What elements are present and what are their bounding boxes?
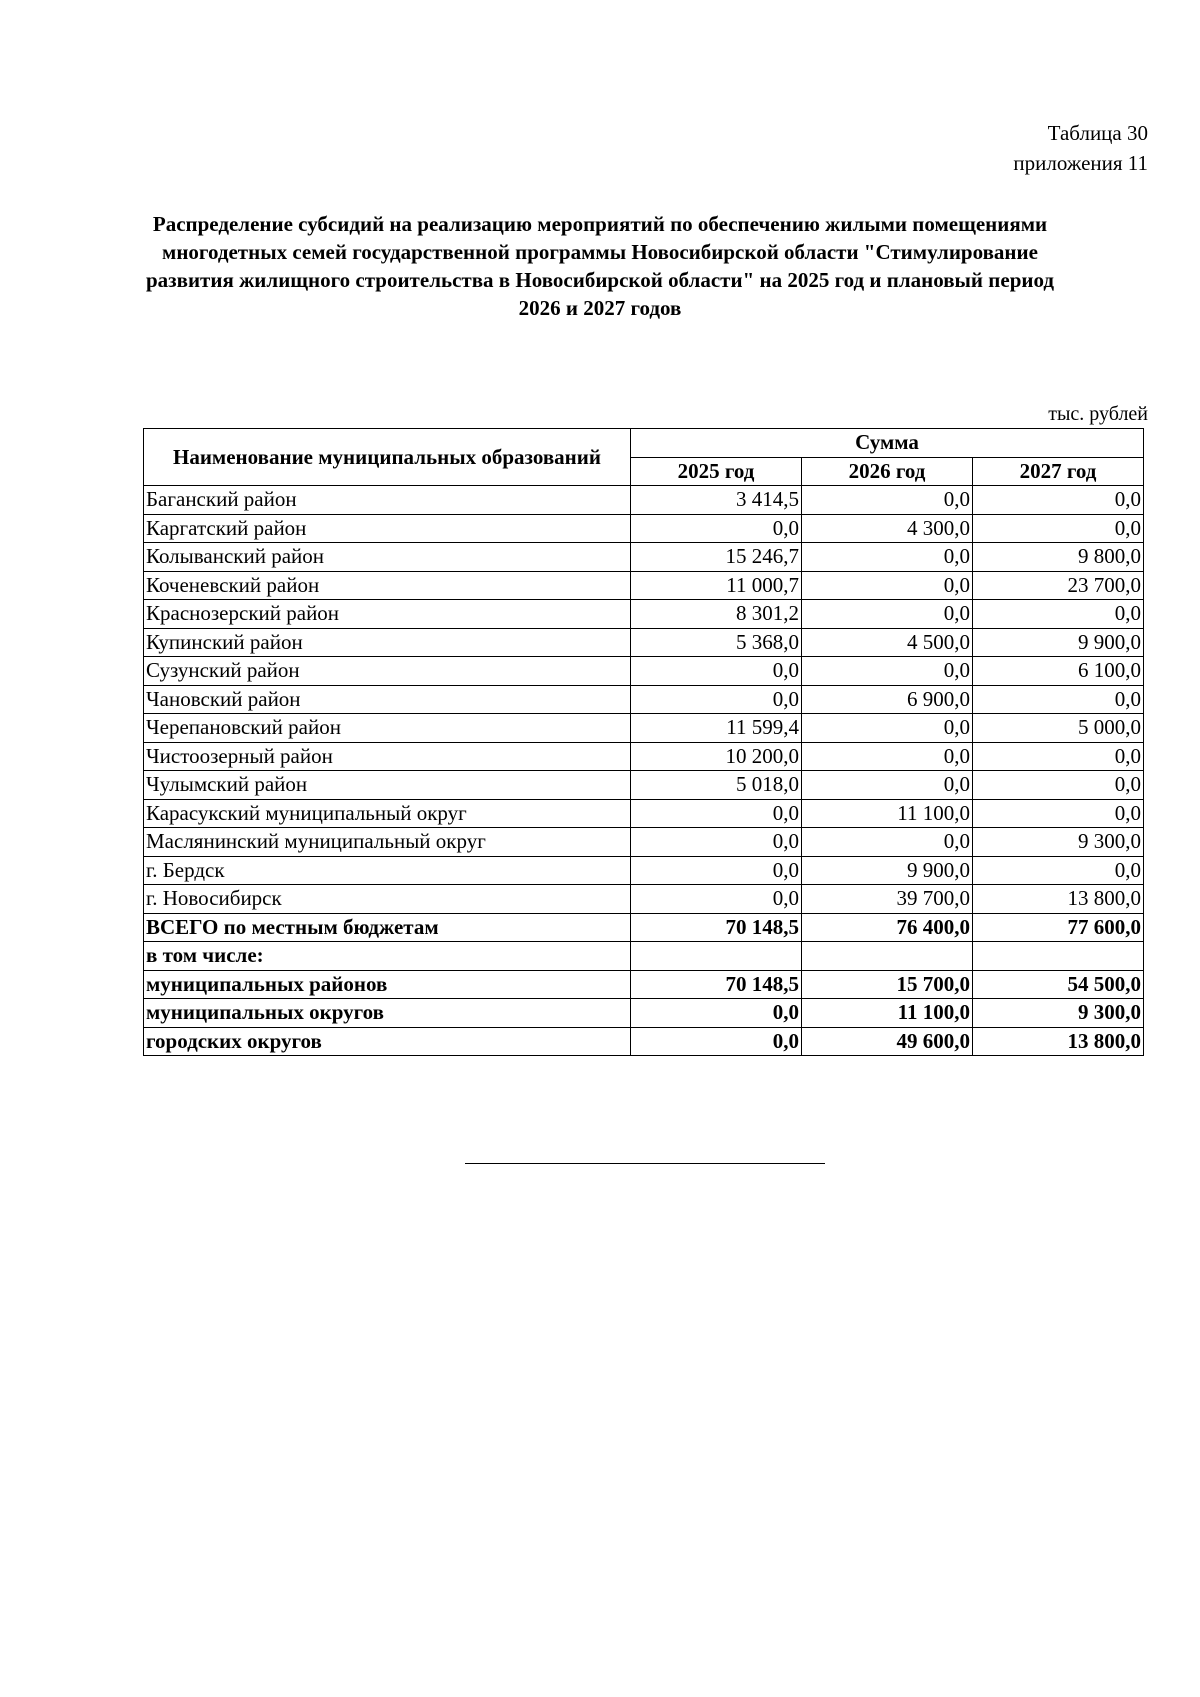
value-cell-2027: 13 800,0 <box>973 1027 1144 1056</box>
row-name-cell: г. Бердск <box>144 856 631 885</box>
row-name-cell: Маслянинский муниципальный округ <box>144 828 631 857</box>
row-name-cell: ВСЕГО по местным бюджетам <box>144 913 631 942</box>
value-cell-2026: 4 500,0 <box>802 628 973 657</box>
value-cell-2025: 5 368,0 <box>631 628 802 657</box>
row-name-cell: Черепановский район <box>144 714 631 743</box>
value-cell-2026: 0,0 <box>802 714 973 743</box>
row-name-cell: Карасукский муниципальный округ <box>144 799 631 828</box>
value-cell-2025: 0,0 <box>631 885 802 914</box>
value-cell-2027: 23 700,0 <box>973 571 1144 600</box>
row-name-cell: Колыванский район <box>144 543 631 572</box>
column-header-name: Наименование муниципальных образований <box>144 429 631 486</box>
row-name-cell: в том числе: <box>144 942 631 971</box>
table-row <box>144 799 1144 828</box>
value-cell-2027: 0,0 <box>973 486 1144 515</box>
value-cell-2025: 0,0 <box>631 799 802 828</box>
value-cell-2026: 0,0 <box>802 600 973 629</box>
table-row <box>144 970 1144 999</box>
value-cell-2025: 10 200,0 <box>631 742 802 771</box>
row-name-cell: Баганский район <box>144 486 631 515</box>
row-name-cell: городских округов <box>144 1027 631 1056</box>
appendix-label: приложения 11 <box>1013 151 1148 175</box>
row-name-cell: муниципальных районов <box>144 970 631 999</box>
table-row <box>144 628 1144 657</box>
value-cell-2025: 70 148,5 <box>631 970 802 999</box>
column-header-2026: 2026 год <box>802 457 973 486</box>
row-name-cell: Краснозерский район <box>144 600 631 629</box>
table-row <box>144 571 1144 600</box>
value-cell-2027: 9 800,0 <box>973 543 1144 572</box>
value-cell-2025: 0,0 <box>631 828 802 857</box>
row-name-cell: г. Новосибирск <box>144 885 631 914</box>
value-cell-2026: 4 300,0 <box>802 514 973 543</box>
row-name-cell: Коченевский район <box>144 571 631 600</box>
row-name-cell: Чулымский район <box>144 771 631 800</box>
table-row <box>144 999 1144 1028</box>
value-cell-2027: 9 900,0 <box>973 628 1144 657</box>
value-cell-2026: 0,0 <box>802 828 973 857</box>
table-row <box>144 856 1144 885</box>
value-cell-2027: 0,0 <box>973 514 1144 543</box>
value-cell-2026: 39 700,0 <box>802 885 973 914</box>
value-cell-2026: 15 700,0 <box>802 970 973 999</box>
value-cell-2026: 6 900,0 <box>802 685 973 714</box>
value-cell-2027: 0,0 <box>973 771 1144 800</box>
table-row <box>144 685 1144 714</box>
value-cell-2025: 11 000,7 <box>631 571 802 600</box>
value-cell-2026: 0,0 <box>802 742 973 771</box>
units-label: тыс. рублей <box>1048 403 1148 425</box>
value-cell-2026: 49 600,0 <box>802 1027 973 1056</box>
table-row <box>144 714 1144 743</box>
value-cell-2025: 0,0 <box>631 856 802 885</box>
value-cell-2027: 13 800,0 <box>973 885 1144 914</box>
value-cell-2026: 0,0 <box>802 543 973 572</box>
row-name-cell: Сузунский район <box>144 657 631 686</box>
value-cell-2027: 77 600,0 <box>973 913 1144 942</box>
value-cell-2027: 0,0 <box>973 742 1144 771</box>
value-cell-2026 <box>802 942 973 971</box>
table-row <box>144 1027 1144 1056</box>
value-cell-2025: 0,0 <box>631 657 802 686</box>
value-cell-2026: 0,0 <box>802 571 973 600</box>
value-cell-2026: 0,0 <box>802 657 973 686</box>
value-cell-2026: 0,0 <box>802 486 973 515</box>
value-cell-2027: 5 000,0 <box>973 714 1144 743</box>
value-cell-2026: 76 400,0 <box>802 913 973 942</box>
value-cell-2025: 8 301,2 <box>631 600 802 629</box>
table-row <box>144 942 1144 971</box>
value-cell-2026: 11 100,0 <box>802 799 973 828</box>
value-cell-2027: 0,0 <box>973 685 1144 714</box>
column-header-sum: Сумма <box>631 429 1144 458</box>
value-cell-2026: 9 900,0 <box>802 856 973 885</box>
value-cell-2025: 0,0 <box>631 685 802 714</box>
value-cell-2025: 0,0 <box>631 1027 802 1056</box>
value-cell-2027: 6 100,0 <box>973 657 1144 686</box>
table-header-row <box>144 429 1144 458</box>
value-cell-2025: 70 148,5 <box>631 913 802 942</box>
value-cell-2025: 3 414,5 <box>631 486 802 515</box>
table-number-label: Таблица 30 <box>1047 121 1148 145</box>
value-cell-2025: 0,0 <box>631 999 802 1028</box>
value-cell-2027: 0,0 <box>973 799 1144 828</box>
table-row <box>144 742 1144 771</box>
value-cell-2026: 0,0 <box>802 771 973 800</box>
value-cell-2025: 15 246,7 <box>631 543 802 572</box>
table-row <box>144 514 1144 543</box>
document-title: Распределение субсидий на реализацию мероприятий по обеспечению жилыми помещениями многодетных семей государственной программы Новосибирской области "Стимулирование развития жилищного строительства в Новосибирской области" на 2025 год и плановый период 2026 и 2027 годов <box>146 212 1054 320</box>
value-cell-2027 <box>973 942 1144 971</box>
table-row <box>144 543 1144 572</box>
column-header-2027: 2027 год <box>973 457 1144 486</box>
subsidy-table <box>143 428 1144 1056</box>
value-cell-2025: 0,0 <box>631 514 802 543</box>
column-header-2025: 2025 год <box>631 457 802 486</box>
row-name-cell: муниципальных округов <box>144 999 631 1028</box>
table-row <box>144 913 1144 942</box>
value-cell-2027: 9 300,0 <box>973 999 1144 1028</box>
value-cell-2027: 0,0 <box>973 600 1144 629</box>
table-row <box>144 657 1144 686</box>
value-cell-2027: 0,0 <box>973 856 1144 885</box>
table-row <box>144 600 1144 629</box>
row-name-cell: Чановский район <box>144 685 631 714</box>
table-row <box>144 771 1144 800</box>
value-cell-2027: 54 500,0 <box>973 970 1144 999</box>
value-cell-2027: 9 300,0 <box>973 828 1144 857</box>
table-row <box>144 828 1144 857</box>
value-cell-2025 <box>631 942 802 971</box>
document-header <box>1013 118 1148 178</box>
value-cell-2025: 11 599,4 <box>631 714 802 743</box>
value-cell-2026: 11 100,0 <box>802 999 973 1028</box>
table-body <box>144 486 1144 1056</box>
end-divider-line <box>465 1163 825 1164</box>
table-row <box>144 486 1144 515</box>
row-name-cell: Каргатский район <box>144 514 631 543</box>
row-name-cell: Чистоозерный район <box>144 742 631 771</box>
value-cell-2025: 5 018,0 <box>631 771 802 800</box>
table-row <box>144 885 1144 914</box>
row-name-cell: Купинский район <box>144 628 631 657</box>
